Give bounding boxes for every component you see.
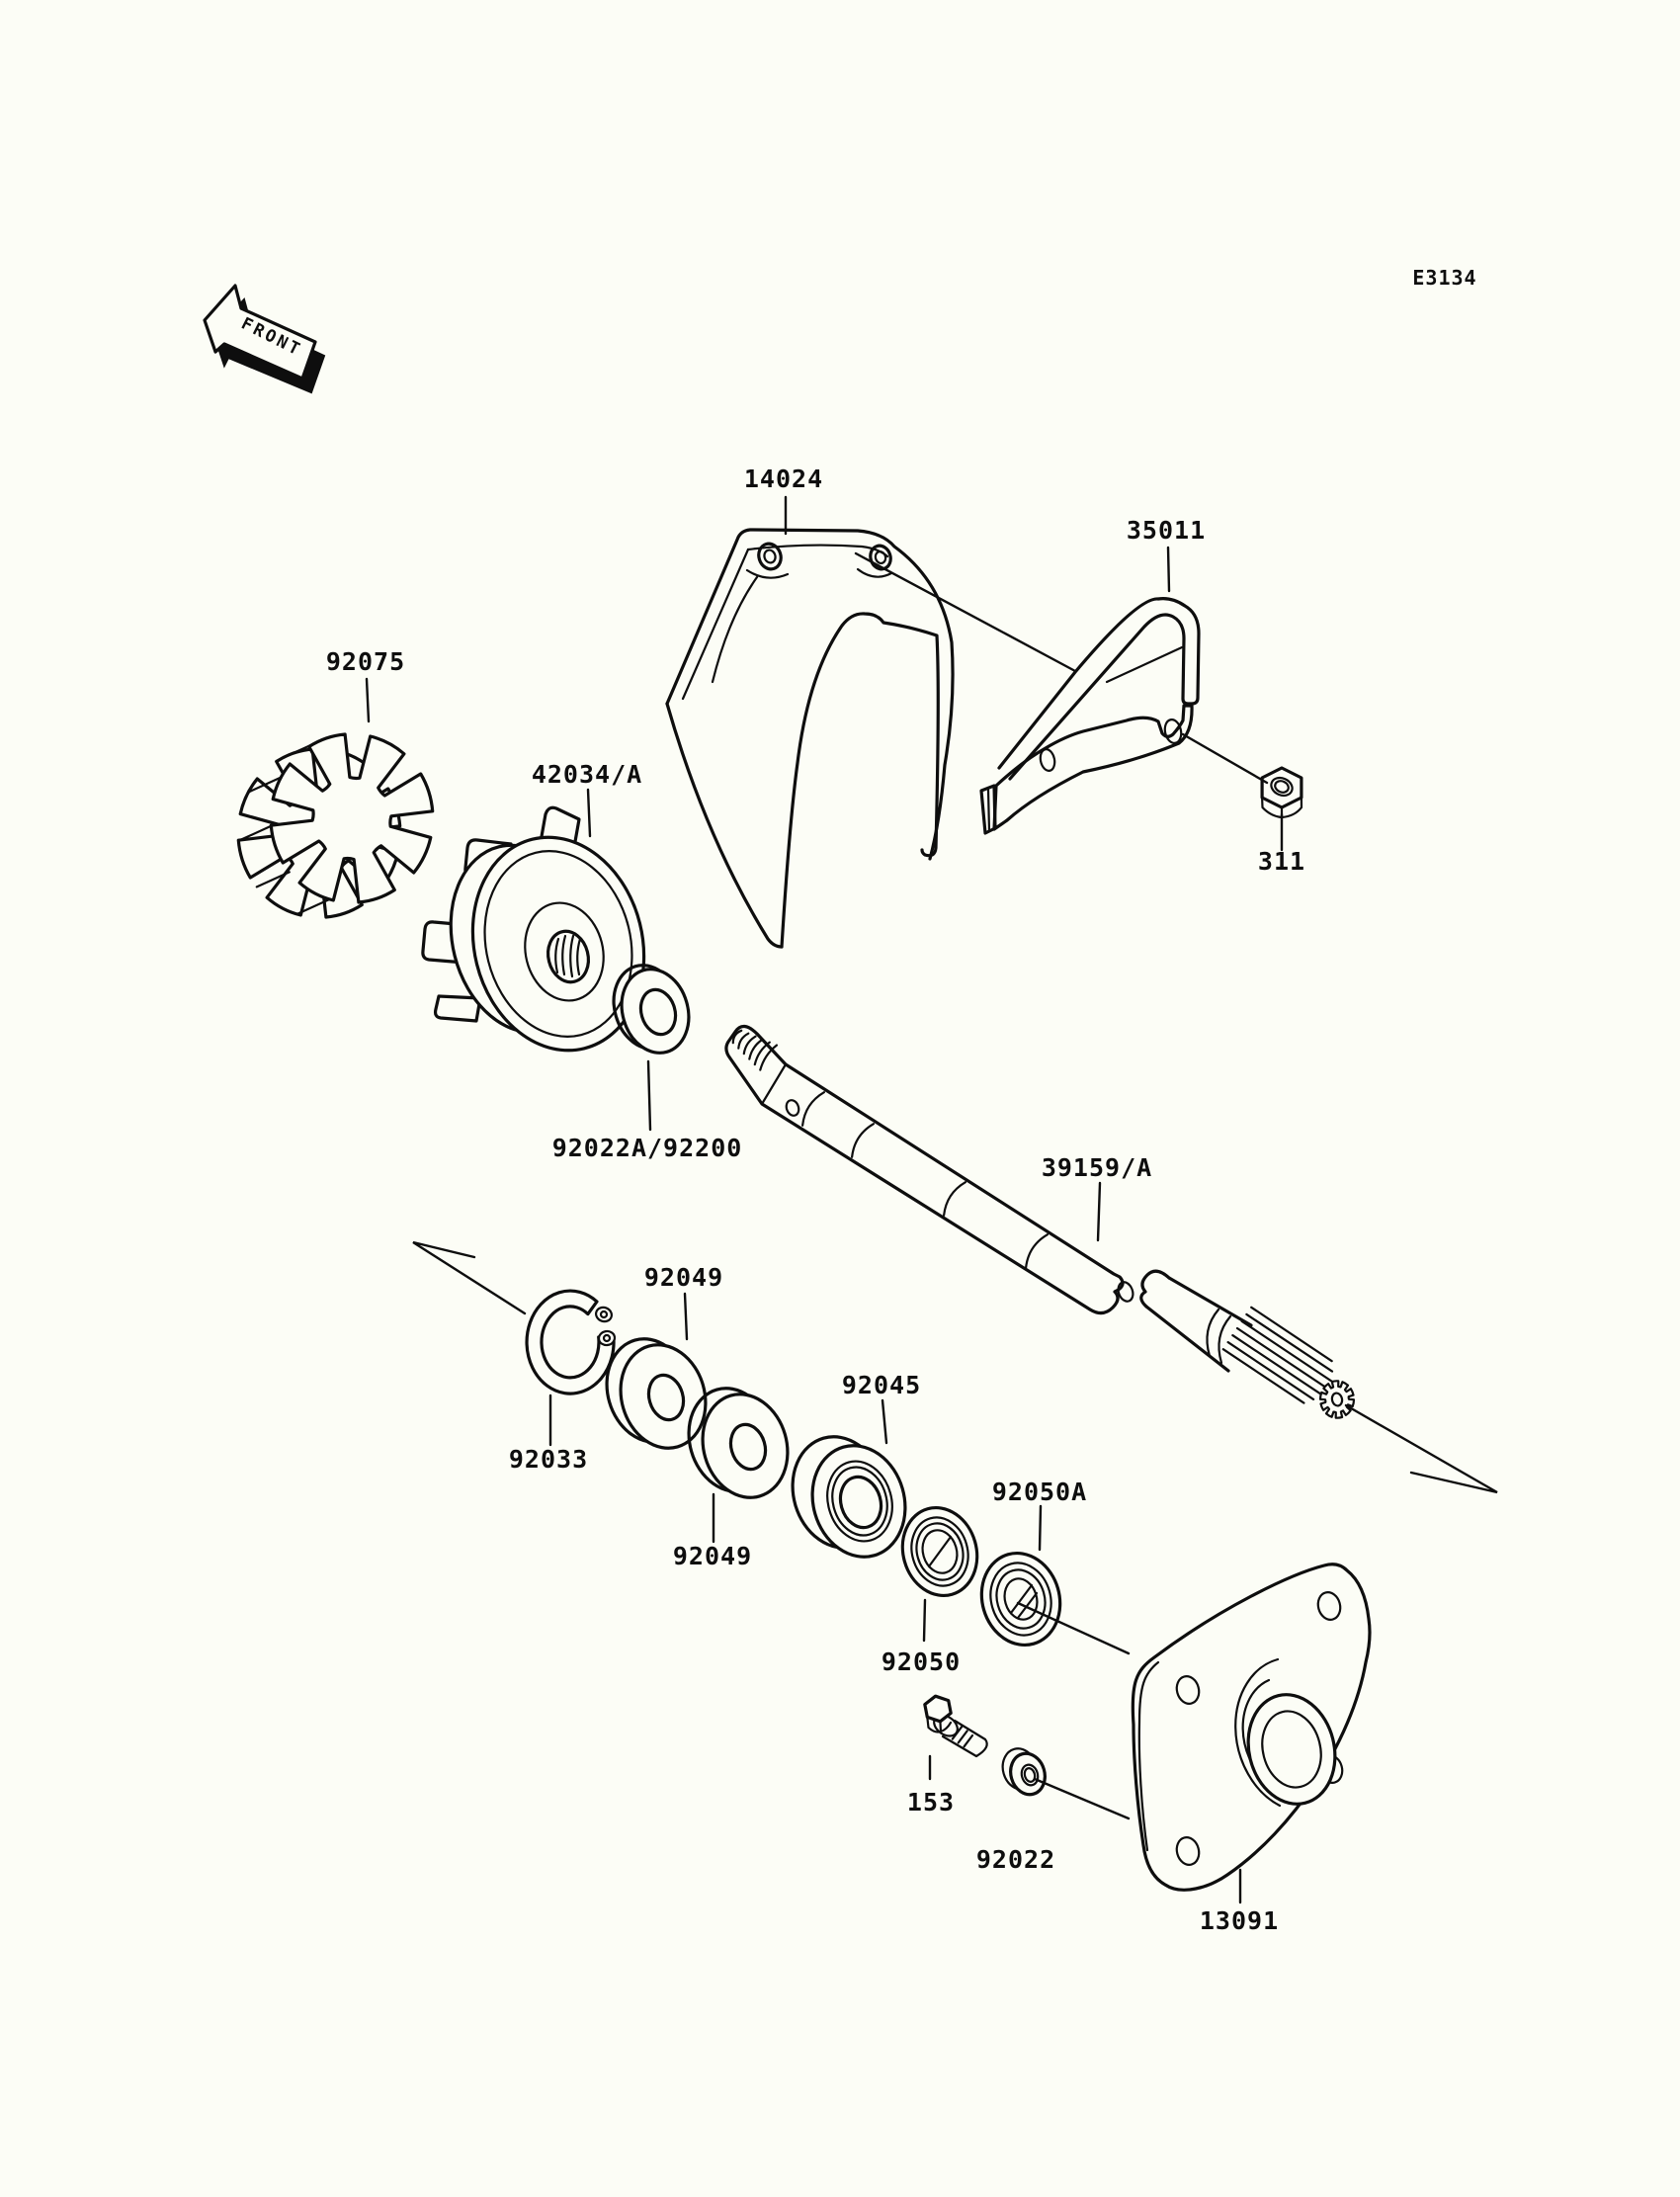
bracket-hoop [999, 599, 1199, 779]
cover-cutout [782, 614, 938, 947]
part-bearing-holder-drawing [1133, 1564, 1370, 1891]
leader-damper [367, 679, 369, 721]
cover-ear-arc-left [747, 570, 788, 578]
cover-bottom-edge [667, 704, 782, 947]
leader-seal [924, 1600, 925, 1641]
cover-ear-hole-right-inner [874, 550, 886, 565]
part-label-35011: 35011 [1126, 516, 1207, 545]
leader-seal-a [1040, 1506, 1041, 1550]
leader-bracket [1168, 548, 1169, 591]
part-label-92045: 92045 [841, 1371, 922, 1399]
leader-bearing [882, 1400, 886, 1443]
part-label-153: 153 [906, 1788, 956, 1817]
part-nut-drawing [1262, 768, 1302, 817]
shaft-spline-end-gear [1320, 1381, 1354, 1417]
part-circlip-drawing [527, 1291, 616, 1394]
part-label-92050A: 92050A [991, 1478, 1088, 1506]
bracket-gusset [994, 706, 1192, 829]
part-label-14024: 14024 [743, 465, 824, 493]
axis-arrow-lower-icon [1346, 1405, 1497, 1492]
part-label-92022A-92200: 92022A/92200 [551, 1134, 743, 1162]
leader-bracket-to-nut [1183, 734, 1267, 783]
front-arrow-icon [205, 286, 324, 392]
diagram-code: E3134 [1412, 266, 1477, 290]
part-label-92049-front: 92049 [643, 1263, 724, 1292]
nut-hex [1262, 768, 1302, 807]
part-label-13091: 13091 [1199, 1906, 1280, 1935]
cover-left-inner-line [683, 549, 748, 699]
circlip-ear-top [594, 1306, 614, 1324]
shaft-section2-break [1141, 1271, 1169, 1307]
bracket-foot-inner [988, 790, 989, 831]
part-label-42034A: 42034/A [531, 760, 643, 789]
leader-plain-washer [1035, 1779, 1129, 1818]
leader-shaft [1098, 1183, 1100, 1240]
part-oil-seal-drawing [892, 1499, 987, 1605]
part-label-92033: 92033 [508, 1445, 589, 1474]
bearing-outer [799, 1435, 918, 1568]
leader-cover-to-bracket [856, 553, 1075, 671]
part-oil-seal-a-drawing [971, 1544, 1071, 1654]
part-guard-bracket-drawing [981, 599, 1199, 833]
part-label-39159A: 39159/A [1041, 1153, 1153, 1182]
axis-arrow-upper-icon [413, 1242, 525, 1313]
bracket-accent-line [1107, 647, 1182, 682]
part-plain-washer-drawing [998, 1744, 1050, 1799]
leader-coupling [588, 790, 590, 836]
part-label-311: 311 [1257, 847, 1306, 876]
part-label-92022: 92022 [975, 1845, 1056, 1874]
leader-washer-front [685, 1294, 687, 1339]
shaft-section2-bottom [1146, 1307, 1228, 1371]
part-bolt-drawing [925, 1696, 987, 1756]
part-cover-drawing [667, 530, 953, 947]
part-label-92075: 92075 [325, 647, 406, 676]
shaft-section2-top [1169, 1278, 1251, 1325]
plain-washer-face [1006, 1749, 1050, 1799]
bracket-hole-left [1039, 748, 1056, 772]
part-drive-shaft-drawing [726, 1026, 1354, 1417]
bolt-head [925, 1696, 951, 1722]
cover-ear-hole-left-inner [763, 549, 777, 564]
part-label-92049-rear: 92049 [672, 1542, 753, 1570]
front-label: FRONT [237, 313, 305, 362]
leader-thrust-washer [648, 1061, 650, 1130]
shaft-spline-lines [1223, 1308, 1333, 1403]
bracket-hole-right [1163, 718, 1184, 745]
part-label-92050: 92050 [881, 1648, 962, 1676]
part-coupling-damper-drawing [238, 734, 432, 917]
cover-interior-line [713, 577, 757, 682]
part-ball-bearing-drawing [780, 1426, 918, 1568]
